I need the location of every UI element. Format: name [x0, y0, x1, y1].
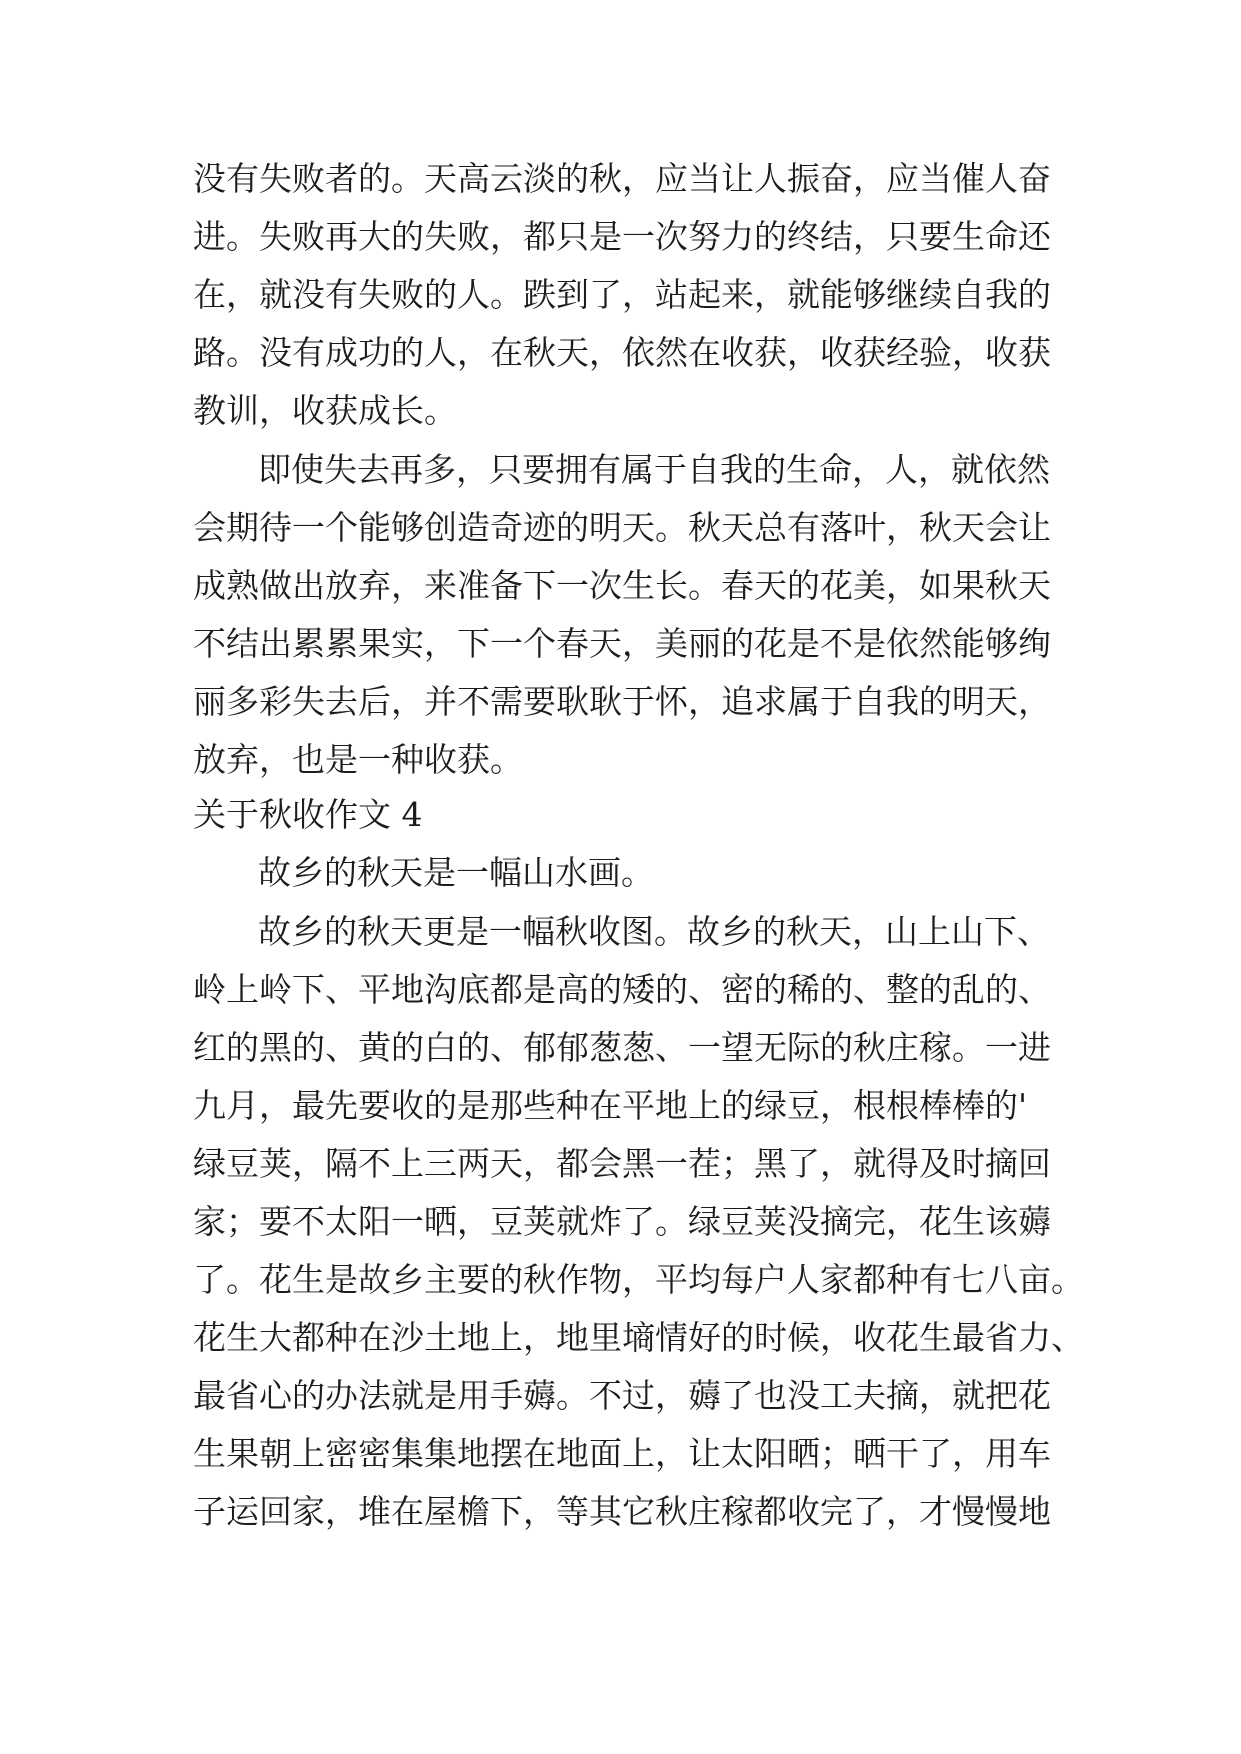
body-text-line: 最省心的办法就是用手薅。不过，薅了也没工夫摘，就把花 [193, 1376, 1051, 1415]
body-text-line: 岭上岭下、平地沟底都是高的矮的、密的稀的、整的乱的、 [193, 970, 1051, 1009]
paragraph-first-line: 即使失去再多，只要拥有属于自我的生命，人，就依然 [258, 450, 1050, 489]
body-text-line: 成熟做出放弃，来准备下一次生长。春天的花美，如果秋天 [193, 566, 1051, 605]
body-text-line: 红的黑的、黄的白的、郁郁葱葱、一望无际的秋庄稼。一进 [193, 1028, 1051, 1067]
body-text-line: 家；要不太阳一晒，豆荚就炸了。绿豆荚没摘完，花生该薅 [193, 1202, 1051, 1241]
body-text-line: 不结出累累果实，下一个春天，美丽的花是不是依然能够绚 [193, 624, 1051, 663]
body-text-line: 生果朝上密密集集地摆在地面上，让太阳晒；晒干了，用车 [193, 1434, 1051, 1473]
body-text-line: 了。花生是故乡主要的秋作物，平均每户人家都种有七八亩。 [193, 1260, 1084, 1299]
body-text-line: 进。失败再大的失败，都只是一次努力的终结，只要生命还 [193, 217, 1051, 256]
body-text-line: 会期待一个能够创造奇迹的明天。秋天总有落叶，秋天会让 [193, 508, 1051, 547]
section-heading: 关于秋收作文 4 [193, 795, 423, 834]
body-text-line: 绿豆荚，隔不上三两天，都会黑一茬；黑了，就得及时摘回 [193, 1144, 1051, 1183]
paragraph-first-line: 故乡的秋天更是一幅秋收图。故乡的秋天，山上山下、 [258, 912, 1050, 951]
body-text-line: 九月，最先要收的是那些种在平地上的绿豆，根根棒棒的' [193, 1086, 1028, 1125]
body-text-line: 教训，收获成长。 [193, 391, 457, 430]
paragraph-first-line: 故乡的秋天是一幅山水画。 [258, 853, 654, 892]
body-text-line: 路。没有成功的人，在秋天，依然在收获，收获经验，收获 [193, 333, 1051, 372]
body-text-line: 在，就没有失败的人。跌到了，站起来，就能够继续自我的 [193, 275, 1051, 314]
body-text-line: 子运回家，堆在屋檐下，等其它秋庄稼都收完了，才慢慢地 [193, 1492, 1051, 1531]
body-text-line: 丽多彩失去后，并不需要耿耿于怀，追求属于自我的明天， [193, 682, 1051, 721]
body-text-line: 花生大都种在沙土地上，地里墒情好的时候，收花生最省力、 [193, 1318, 1084, 1357]
body-text-line: 放弃，也是一种收获。 [193, 740, 523, 779]
body-text-line: 没有失败者的。天高云淡的秋，应当让人振奋，应当催人奋 [193, 159, 1051, 198]
